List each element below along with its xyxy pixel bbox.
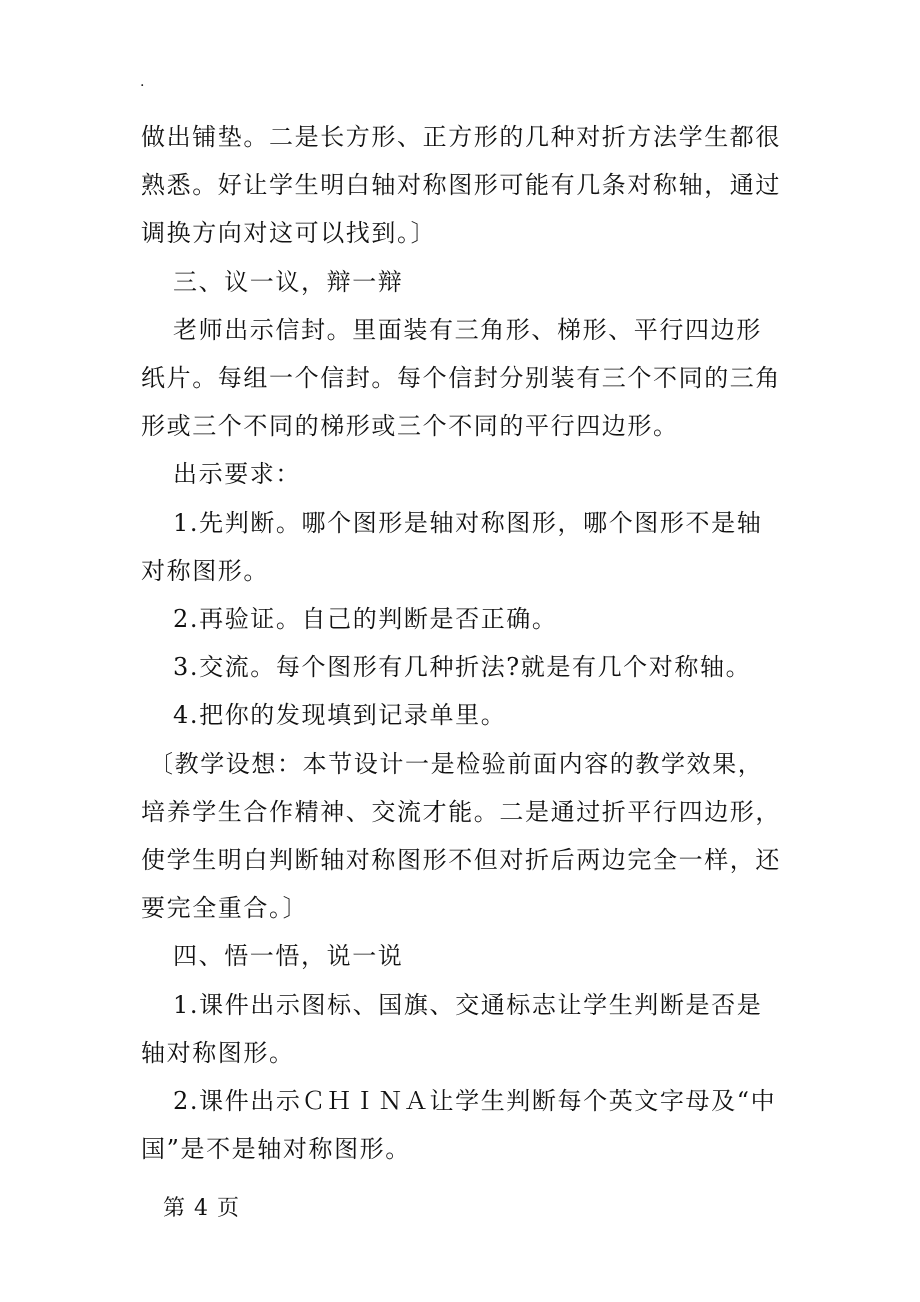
section-heading-3: 三、议一议，辩一辩 — [173, 267, 404, 296]
paragraph-continuation: 做出铺垫。二是长方形、正方形的几种对折方法学生都很熟悉。好让学生明白轴对称图形可能有几条对称轴，通过调换方向对这可以找到。〕 — [141, 123, 781, 248]
paragraph-envelope: 老师出示信封。里面装有三角形、梯形、平行四边形纸片。每组一个信封。每个信封分别装有三个不同的三角形或三个不同的梯形或三个不同的平行四边形。 — [141, 315, 781, 441]
header-dot: . — [140, 74, 145, 90]
requirement-item-2: 2.再验证。自己的判断是否正确。 — [173, 605, 558, 634]
page-number: 第 4 页 — [163, 1196, 240, 1221]
requirements-title: 出示要求： — [173, 460, 301, 489]
requirement-item-1: 1.先判断。哪个图形是轴对称图形，哪个图形不是轴对称图形。 — [141, 508, 763, 585]
requirement-item-4: 4.把你的发现填到记录单里。 — [173, 701, 507, 730]
teaching-note: 〔教学设想：本节设计一是检验前面内容的教学效果，培养学生合作精神、交流才能。二是通过折平行四边形，使学生明白判断轴对称图形不但对折后两边完全一样，还要完全重合。〕 — [141, 749, 781, 923]
section-heading-4: 四、悟一悟，说一说 — [173, 942, 404, 971]
document-body — [141, 113, 781, 1173]
list-item-1: 1.课件出示图标、国旗、交通标志让学生判断是否是轴对称图形。 — [141, 990, 763, 1067]
requirement-item-3: 3.交流。每个图形有几种折法?就是有几个对称轴。 — [173, 653, 752, 682]
list-item-2: 2.课件出示ＣＨＩＮＡ让学生判断每个英文字母及“中国”是不是轴对称图形。 — [141, 1087, 777, 1164]
